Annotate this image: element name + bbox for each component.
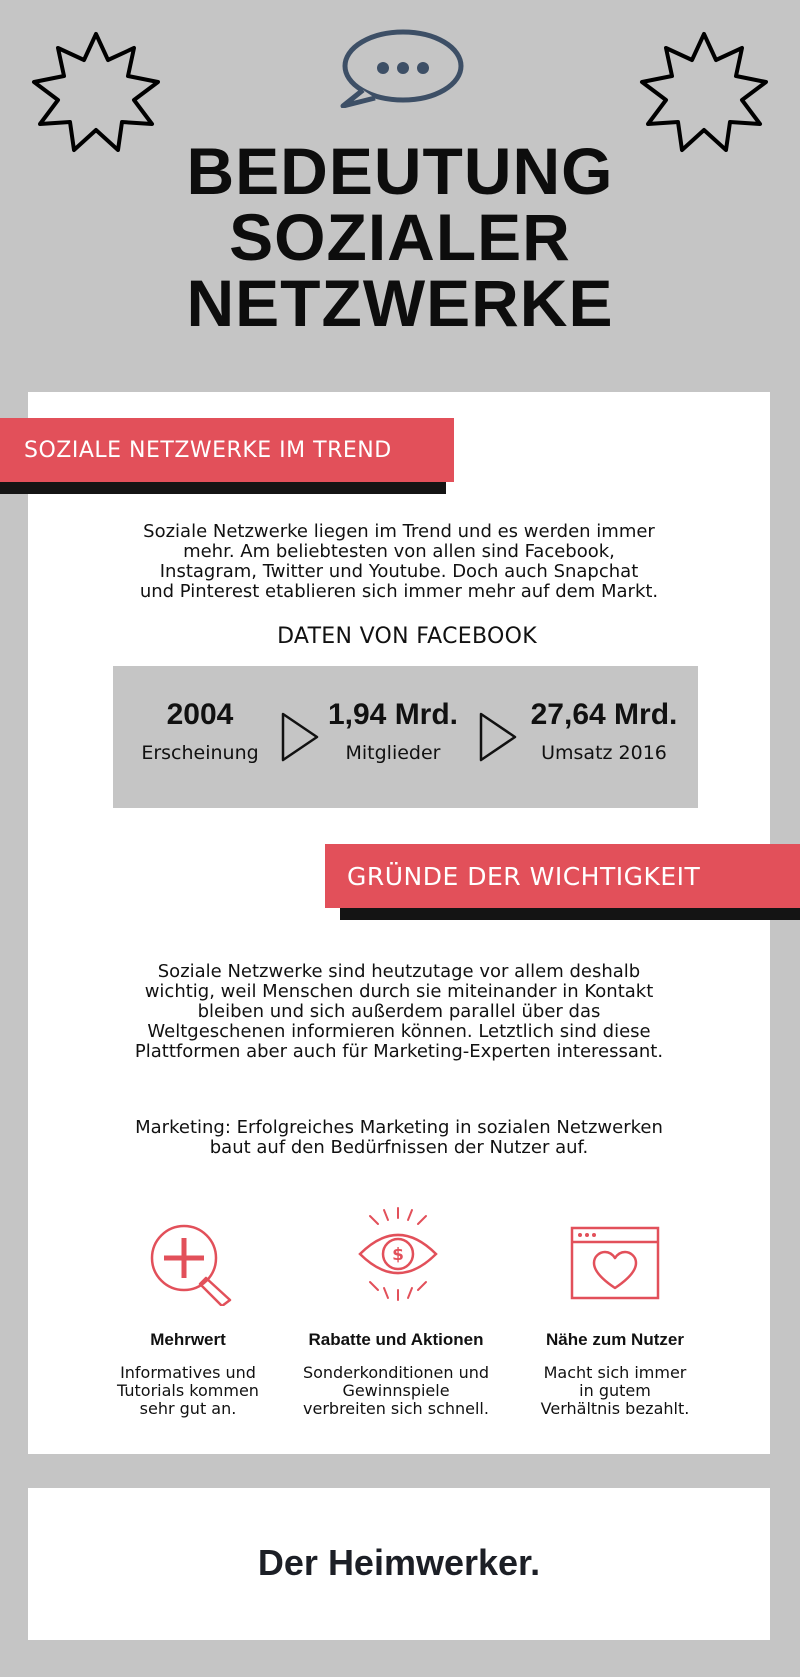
chat-bubble-icon — [335, 28, 465, 108]
marketing-paragraph — [28, 1118, 770, 1158]
trend-paragraph — [28, 522, 770, 602]
paragraph-line: Weltgeschenen informieren können. Letztlich sind diese — [147, 1021, 651, 1042]
paragraph-line: Plattformen aber auch für Marketing-Experten interessant. — [134, 1041, 664, 1062]
section-banner-reasons — [325, 844, 800, 908]
feature-title: Nähe zum Nutzer — [546, 1330, 684, 1349]
paragraph-line: bleiben und sich außerdem parallel über das — [197, 1001, 601, 1022]
starburst-icon — [638, 30, 770, 155]
paragraph-line: Marketing: Erfolgreiches Marketing in sozialen Netzwerken — [135, 1117, 663, 1138]
eye-dollar-icon — [356, 1204, 440, 1304]
stat-label: Umsatz 2016 — [541, 742, 667, 764]
stat-value: 1,94 Mrd. — [327, 698, 459, 731]
footer-card — [28, 1488, 770, 1640]
feature-line: Tutorials kommen — [117, 1381, 259, 1400]
feature-line: Sonderkonditionen und — [302, 1363, 490, 1382]
magnifier-plus-icon — [142, 1220, 236, 1306]
title-line: BEDEUTUNG — [186, 134, 614, 208]
paragraph-line: Instagram, Twitter und Youtube. Doch auch Snapchat — [159, 561, 639, 582]
feature-line: Verhältnis bezahlt. — [540, 1399, 690, 1418]
stat-label: Erscheinung — [141, 742, 259, 764]
feature-line: Informatives und — [120, 1363, 256, 1382]
svg-text:$: $ — [392, 1245, 404, 1265]
feature-line: Macht sich immer — [543, 1363, 687, 1382]
facebook-stats-box — [113, 666, 698, 808]
paragraph-line: Soziale Netzwerke sind heutzutage vor allem deshalb — [157, 961, 641, 982]
feature-line: verbreiten sich schnell. — [303, 1399, 489, 1418]
feature-title: Mehrwert — [150, 1330, 226, 1349]
paragraph-line: und Pinterest etablieren sich immer mehr auf dem Markt. — [139, 581, 659, 602]
feature-line: in gutem — [579, 1381, 651, 1400]
brand-logo-text: Der Heimwerker. — [257, 1542, 541, 1583]
section-banner-trend — [0, 418, 454, 482]
title-line: NETZWERKE — [186, 266, 614, 340]
starburst-icon — [30, 30, 162, 155]
feature-line: sehr gut an. — [139, 1399, 237, 1418]
banner-label: SOZIALE NETZWERKE IM TREND — [24, 437, 392, 463]
banner-label: GRÜNDE DER WICHTIGKEIT — [347, 861, 701, 891]
paragraph-line: baut auf den Bedürfnissen der Nutzer auf. — [209, 1137, 589, 1158]
reasons-paragraph — [28, 962, 770, 1062]
title-line: SOZIALER — [229, 200, 571, 274]
feature-text — [98, 1364, 278, 1418]
stat-value: 27,64 Mrd. — [530, 698, 678, 731]
feature-title: Rabatte und Aktionen — [308, 1330, 484, 1349]
feature-line: Gewinnspiele — [342, 1381, 450, 1400]
stat-value: 2004 — [166, 698, 234, 731]
stat-label: Mitglieder — [345, 742, 441, 764]
feature-text — [284, 1364, 508, 1418]
facebook-data-heading: DATEN VON FACEBOOK — [277, 624, 537, 649]
feature-text — [520, 1364, 710, 1418]
paragraph-line: Soziale Netzwerke liegen im Trend und es werden immer — [143, 521, 655, 542]
page-title — [0, 134, 800, 340]
browser-heart-icon — [570, 1226, 660, 1300]
paragraph-line: mehr. Am beliebtesten von allen sind Facebook, — [183, 541, 615, 562]
paragraph-line: wichtig, weil Menschen durch sie miteinander in Kontakt — [144, 981, 654, 1002]
